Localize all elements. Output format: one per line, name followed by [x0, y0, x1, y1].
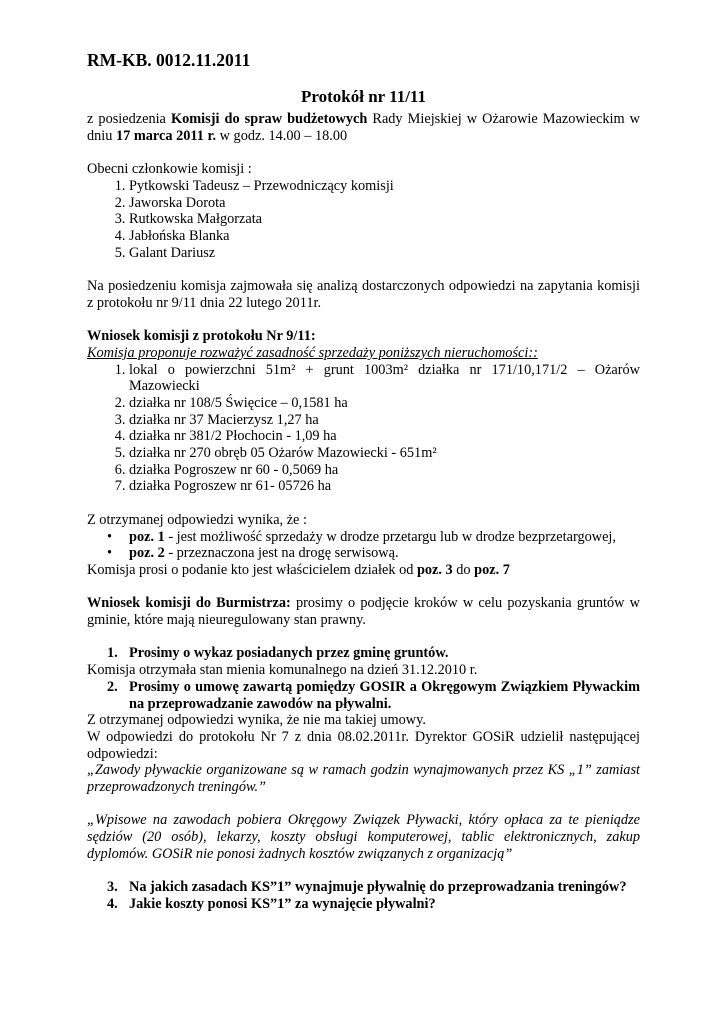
page-title: Protokół nr 11/11 [300, 87, 426, 106]
bullet-icon: • [107, 545, 113, 562]
wniosek-subheading: Komisja proponuje rozważyć zasadność sprzedaży poniższych nieruchomości:: [87, 344, 538, 361]
ask-paragraph: Komisja prosi o podanie kto jest właścicielem działek od poz. 3 do poz. 7 [87, 561, 510, 578]
request-2-response-detail: W odpowiedzi do protokołu Nr 7 z dnia 08.02.2011r. Dyrektor GOSiR udzielił następującej odpowiedzi: [87, 728, 640, 762]
list-item: 5. działka nr 270 obręb 05 Ożarów Mazowiecki - 651m² [129, 445, 640, 462]
list-item: • poz. 2 - przeznaczona jest na drogę serwisową. [107, 545, 399, 562]
burmistrz-paragraph: Wniosek komisji do Burmistrza: prosimy o podjęcie kroków w celu pozyskania gruntów w gminie, które mają nieuregulowany stan prawny. [87, 595, 640, 629]
list-item: • poz. 1 - jest możliwość sprzedaży w drodze przetargu lub w drodze bezprzetargowej, [107, 528, 616, 545]
document-reference: RM-KB. 0012.11.2011 [87, 50, 251, 70]
answer-intro: Z otrzymanej odpowiedzi wynika, że : [87, 511, 307, 528]
list-item: 1. Pytkowski Tadeusz – Przewodniczący komisji [129, 178, 640, 195]
list-item: 2. Jaworska Dorota [129, 195, 640, 212]
bullet-icon: • [107, 528, 113, 545]
list-item: 7. działka Pogroszew nr 61- 05726 ha [129, 478, 640, 495]
list-item: 3. Rutkowska Małgorzata [129, 211, 640, 228]
document-page [87, 50, 640, 913]
list-item: 5. Galant Dariusz [129, 245, 640, 262]
wniosek-heading: Wniosek komisji z protokołu Nr 9/11: [87, 328, 316, 345]
intro-paragraph: z posiedzenia Komisji do spraw budżetowych Rady Miejskiej w Ożarowie Mazowieckim w dniu 17 marca 2011 r. w godz. 14.00 – 18.00 [87, 111, 640, 144]
list-item: 4. Jabłońska Blanka [129, 228, 640, 245]
request-3: 3. Na jakich zasadach KS”1” wynajmuje pływalnię do przeprowadzania treningów? [107, 879, 627, 896]
quote-1: „Zawody pływackie organizowane są w ramach godzin wynajmowanych przez KS „1” zamiast przeprowadzonych treningów.” [87, 762, 640, 796]
list-item: 2. działka nr 108/5 Święcice – 0,1581 ha [129, 395, 640, 412]
request-2-response: Z otrzymanej odpowiedzi wynika, że nie ma takiej umowy. [87, 712, 426, 729]
analysis-paragraph: Na posiedzeniu komisja zajmowała się analizą dostarczonych odpowiedzi na zapytania komisji z protokołu nr 9/11 dnia 22 lutego 2011r. [87, 278, 640, 311]
members-heading: Obecni członkowie komisji : [87, 161, 252, 178]
request-1-response: Komisja otrzymała stan mienia komunalnego na dzień 31.12.2010 r. [87, 662, 478, 679]
list-item: 1. lokal o powierzchni 51m² + grunt 1003m² działka nr 171/10,171/2 – Ożarów Mazowiecki [129, 362, 640, 395]
request-4: 4. Jakie koszty ponosi KS”1” za wynajęcie pływalni? [107, 895, 436, 912]
members-list [87, 178, 640, 262]
list-item: 6. działka Pogroszew nr 60 - 0,5069 ha [129, 462, 640, 479]
answers-list [87, 529, 640, 562]
request-2: 2. Prosimy o umowę zawartą pomiędzy GOSIR a Okręgowym Związkiem Pływackim na przeprowadzanie zawodów na pływalni. [107, 678, 640, 712]
list-item: 4. działka nr 381/2 Płochocin - 1,09 ha [129, 428, 640, 445]
request-1: 1. Prosimy o wykaz posiadanych przez gminę gruntów. [107, 645, 449, 662]
quote-2: „Wpisowe na zawodach pobiera Okręgowy Związek Pływacki, który opłaca za te pieniądze sędziów (20 osób), lekarzy, koszty obsługi komputerowej, tablic elektronicznych, zakup dyplomów. GOSiR nie ponosi żadnych kosztów związanych z organizacją” [87, 812, 640, 862]
list-item: 3. działka nr 37 Macierzysz 1,27 ha [129, 412, 640, 429]
properties-list [87, 362, 640, 496]
